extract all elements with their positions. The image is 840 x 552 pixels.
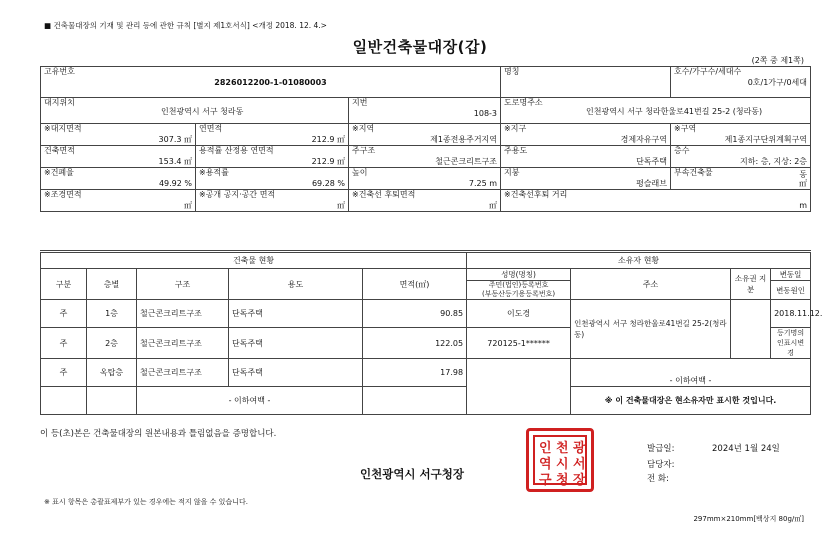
row-floor: 옥탑층	[87, 359, 137, 387]
owner-address: 인천광역시 서구 청라한울로41번길 25-2(청라동)	[571, 300, 731, 359]
row-floor-empty	[87, 387, 137, 415]
certification-text: 이 등(초)본은 건축물대장의 원본내용과 틀림없음을 증명합니다.	[40, 429, 277, 439]
col-type-header: 구분	[41, 269, 87, 300]
owner-status-header: 소유자 현황	[467, 252, 811, 269]
floor-count-label: 층수	[674, 146, 690, 155]
main-use-cell	[501, 146, 671, 168]
official-seal: 인 천 광 역 시 서 구 청 장	[526, 428, 594, 492]
coverage-ratio-cell	[41, 168, 196, 190]
land-area-value: 307.3 ㎡	[158, 135, 192, 144]
far-floor-area-cell	[196, 146, 349, 168]
roof-cell	[501, 168, 671, 190]
sector-cell	[671, 124, 811, 146]
building-name-label: 명칭	[504, 67, 520, 76]
setback-area-unit: ㎡	[489, 201, 498, 210]
setback-area-label: ※건축선 후퇴면적	[352, 190, 416, 199]
row-type: 주	[41, 328, 87, 359]
unique-number-label: 고유번호	[44, 67, 75, 76]
issuer-name: 인천광역시 서구청장	[360, 467, 464, 481]
owner-notice: ※ 이 건축물대장은 현소유자만 표시한 것입니다.	[571, 387, 811, 415]
col-owner-id-line1: 주민(법인)등록번호	[488, 281, 549, 289]
row-use: 단독주택	[229, 359, 363, 387]
footnote: ※ 표시 항목은 총괄표제부가 있는 경우에는 적지 않을 수 있습니다.	[44, 498, 248, 506]
lot-number-value: 108-3	[473, 109, 498, 118]
public-space-label: ※공개 공지·공간 면적	[199, 190, 276, 199]
unique-number-value: 2826012200-1-01080003	[214, 78, 327, 87]
annex-building-cell	[671, 168, 811, 190]
height-cell	[349, 168, 501, 190]
landscape-area-cell	[41, 190, 196, 212]
main-structure-cell	[349, 146, 501, 168]
phone-label: 전 화:	[647, 474, 669, 484]
annex-building-label: 부속건축물	[674, 168, 713, 177]
table-row	[41, 300, 811, 328]
district-value: 경제자유구역	[620, 135, 668, 144]
zone-value: 제1종전용주거지역	[430, 135, 498, 144]
building-area-cell	[41, 146, 196, 168]
owner-id: 720125-1******	[467, 328, 571, 359]
owner-name: 이도경	[467, 300, 571, 328]
register-details-table	[40, 97, 811, 212]
col-change-reason-header: 변동원인	[771, 281, 811, 300]
floor-count-value: 지하: 층, 지상: 2층	[740, 157, 808, 166]
zone-label: ※지역	[352, 124, 375, 133]
main-structure-value: 철근콘크리트구조	[435, 157, 498, 166]
main-use-label: 주용도	[504, 146, 528, 155]
unique-number-cell	[41, 67, 501, 98]
issue-date-label: 발급일:	[647, 444, 675, 454]
zone-cell	[349, 124, 501, 146]
height-label: 높이	[352, 168, 368, 177]
floors-empty-note: - 이하여백 -	[137, 387, 363, 415]
table-row	[41, 387, 811, 415]
setback-area-cell	[349, 190, 501, 212]
floors-owners-table	[40, 250, 823, 415]
total-floor-area-value: 212.9 ㎡	[311, 135, 346, 144]
far-floor-area-value: 212.9 ㎡	[311, 157, 346, 166]
col-structure-header: 구조	[137, 269, 229, 300]
landscape-area-unit: ㎡	[184, 201, 192, 210]
col-address-header: 주소	[571, 269, 731, 300]
col-floor-header: 층별	[87, 269, 137, 300]
annex-building-count: 동	[799, 170, 808, 179]
land-area-label: ※대지면적	[44, 124, 82, 133]
row-use: 단독주택	[229, 300, 363, 328]
road-address-cell	[501, 98, 811, 124]
site-location-cell	[41, 98, 349, 124]
col-area-header: 면적(㎡)	[363, 269, 467, 300]
owner-empty-cell	[467, 359, 571, 415]
owner-change-reason: 등기명의인표시변경	[771, 328, 811, 359]
page-indicator: (2쪽 중 제1쪽)	[751, 56, 804, 65]
road-address-label: 도로명주소	[504, 98, 543, 107]
issue-date-value: 2024년 1월 24일	[712, 444, 780, 454]
site-location-value: 인천광역시 서구 청라동	[161, 107, 244, 116]
setback-distance-label: ※건축선후퇴 거리	[504, 190, 568, 199]
row-type: 주	[41, 359, 87, 387]
paper-spec: 297mm×210mm[백상지 80g/㎡]	[693, 515, 804, 523]
row-area: 122.05	[363, 328, 467, 359]
land-area-cell	[41, 124, 196, 146]
owner-empty-note: - 이하여백 -	[571, 359, 811, 387]
form-reference-note: ■ 건축물대장의 기재 및 관리 등에 관한 규칙 [별지 제1호서식] <개정 2018. 12. 4.>	[44, 21, 327, 30]
row-area: 90.85	[363, 300, 467, 328]
col-owner-id-header	[467, 281, 571, 300]
row-area: 17.98	[363, 359, 467, 387]
floor-count-cell	[671, 146, 811, 168]
site-location-label: 대지위치	[44, 98, 75, 107]
sector-value: 제1종지구단위계획구역	[724, 135, 808, 144]
floor-area-ratio-label: ※용적률	[199, 168, 229, 177]
register-header-table	[40, 66, 811, 98]
public-space-unit: ㎡	[337, 201, 346, 210]
col-owner-name-header: 성명(명칭)	[467, 269, 571, 281]
row-floor: 1층	[87, 300, 137, 328]
total-floor-area-label: 연면적	[199, 124, 223, 133]
far-floor-area-label: 용적률 산정용 연면적	[199, 146, 274, 155]
document-title: 일반건축물대장(갑)	[352, 38, 488, 56]
col-use-header: 용도	[229, 269, 363, 300]
owner-change-date: 2018.11.12.	[771, 300, 811, 328]
district-label: ※지구	[504, 124, 527, 133]
row-use: 단독주택	[229, 328, 363, 359]
row-area-empty	[363, 387, 467, 415]
height-value: 7.25 m	[468, 179, 498, 188]
owner-share	[731, 300, 771, 359]
row-type: 주	[41, 300, 87, 328]
main-structure-label: 주구조	[352, 146, 376, 155]
unit-count-label: 호수/가구수/세대수	[674, 67, 742, 76]
public-space-cell	[196, 190, 349, 212]
roof-value: 평슬래브	[636, 179, 668, 188]
landscape-area-label: ※조경면적	[44, 190, 82, 199]
col-owner-id-line2: (부동산등기용등록번호)	[482, 290, 556, 298]
road-address-value: 인천광역시 서구 청라한울로41번길 25-2 (청라동)	[586, 107, 763, 116]
district-cell	[501, 124, 671, 146]
table-row	[41, 359, 811, 387]
floor-area-ratio-cell	[196, 168, 349, 190]
floor-area-ratio-value: 69.28 %	[311, 179, 346, 188]
building-area-value: 153.4 ㎡	[158, 157, 192, 166]
setback-distance-unit: m	[799, 201, 808, 210]
lot-number-label: 지번	[352, 98, 368, 107]
row-floor: 2층	[87, 328, 137, 359]
building-status-header: 건축물 현황	[41, 252, 467, 269]
row-structure: 철근콘크리트구조	[137, 359, 229, 387]
building-name-cell	[501, 67, 671, 98]
building-area-label: 건축면적	[44, 146, 75, 155]
coverage-ratio-label: ※건폐율	[44, 168, 74, 177]
row-structure: 철근콘크리트구조	[137, 300, 229, 328]
lot-number-cell	[349, 98, 501, 124]
setback-distance-cell	[501, 190, 811, 212]
roof-label: 지붕	[504, 168, 520, 177]
col-share-header: 소유권 지분	[731, 269, 771, 300]
main-use-value: 단독주택	[636, 157, 668, 166]
coverage-ratio-value: 49.92 %	[158, 179, 192, 188]
col-change-date-header: 변동일	[771, 269, 811, 281]
row-structure: 철근콘크리트구조	[137, 328, 229, 359]
sector-label: ※구역	[674, 124, 697, 133]
row-type-empty	[41, 387, 87, 415]
annex-building-unit: ㎡	[799, 179, 808, 188]
manager-label: 담당자:	[647, 460, 675, 470]
total-floor-area-cell	[196, 124, 349, 146]
unit-count-value: 0호/1가구/0세대	[747, 78, 807, 87]
unit-count-cell	[671, 67, 811, 98]
